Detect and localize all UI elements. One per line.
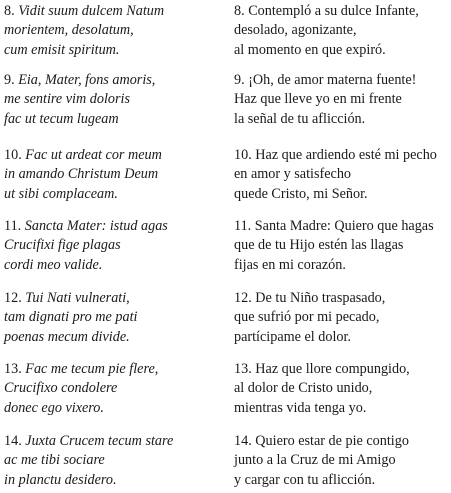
- spanish-verse-line: [234, 71, 451, 90]
- latin-verse-line: [4, 451, 226, 470]
- spanish-verse-text: al momento en que expiró.: [234, 41, 386, 58]
- spanish-verse-text: partícipame el dolor.: [234, 328, 352, 345]
- spanish-verse-text: fijas en mi corazón.: [234, 256, 346, 273]
- spanish-verse-text: Haz que lleve yo en mi frente: [234, 91, 402, 108]
- spanish-verse-text: y cargar con tu aflicción.: [234, 471, 376, 488]
- spanish-stanza-number: 10.: [234, 147, 252, 163]
- spanish-stanza: [234, 71, 451, 129]
- spanish-verse-text: desolado, agonizante,: [234, 22, 357, 39]
- latin-verse-line: [4, 2, 226, 21]
- latin-verse-text: Tui Nati vulnerati,: [25, 290, 130, 306]
- spanish-verse-line: [234, 328, 451, 347]
- spanish-verse-text: al dolor de Cristo unido,: [234, 380, 373, 397]
- latin-verse-text: Vidit suum dulcem Natum: [18, 3, 165, 19]
- latin-verse-text: morientem, desolatum,: [4, 22, 134, 39]
- spanish-verse-line: [234, 236, 451, 255]
- latin-verse-line: [4, 146, 226, 165]
- latin-verse-text: fac ut tecum lugeam: [4, 110, 119, 127]
- spanish-verse-line: [234, 432, 451, 451]
- latin-verse-line: [4, 471, 226, 490]
- latin-verse-text: Sancta Mater: istud agas: [24, 218, 168, 234]
- spanish-verse-line: [234, 2, 451, 21]
- spanish-verse-text: la señal de tu aflicción.: [234, 110, 366, 127]
- latin-verse-text: Crucifixi fige plagas: [4, 237, 121, 254]
- spanish-verse-text: Contempló a su dulce Infante,: [248, 3, 419, 19]
- latin-verse-text: cordi meo valide.: [4, 256, 103, 273]
- spanish-stanza-number: 13.: [234, 361, 252, 377]
- latin-verse-line: [4, 71, 226, 90]
- spanish-verse-text: que de tu Hijo estén las llagas: [234, 237, 404, 254]
- latin-stanza: [4, 360, 226, 418]
- latin-verse-line: [4, 256, 226, 275]
- latin-verse-line: [4, 328, 226, 347]
- latin-verse-line: [4, 432, 226, 451]
- latin-verse-line: [4, 110, 226, 129]
- spanish-verse-text: que sufrió por mi pecado,: [234, 309, 380, 326]
- latin-stanza-number: 10.: [4, 147, 22, 163]
- latin-stanza: [4, 432, 226, 490]
- latin-verse-text: Eia, Mater, fons amoris,: [18, 72, 156, 88]
- latin-verse-text: me sentire vim doloris: [4, 91, 130, 108]
- latin-stanza-number: 11.: [4, 218, 22, 234]
- spanish-verse-line: [234, 308, 451, 327]
- spanish-verse-text: Quiero estar de pie contigo: [255, 433, 409, 449]
- spanish-stanza: [234, 146, 451, 204]
- latin-stanza: [4, 217, 226, 275]
- latin-verse-text: ac me tibi sociare: [4, 452, 105, 469]
- latin-verse-line: [4, 185, 226, 204]
- latin-verse-line: [4, 360, 226, 379]
- spanish-verse-line: [234, 256, 451, 275]
- latin-verse-line: [4, 399, 226, 418]
- latin-verse-line: [4, 308, 226, 327]
- spanish-verse-line: [234, 451, 451, 470]
- latin-stanza-number: 14.: [4, 433, 22, 449]
- spanish-verse-text: mientras vida tenga yo.: [234, 399, 367, 416]
- spanish-verse-line: [234, 471, 451, 490]
- latin-stanza: [4, 2, 226, 60]
- latin-stanza-number: 12.: [4, 290, 22, 306]
- spanish-verse-line: [234, 217, 451, 236]
- latin-stanza: [4, 289, 226, 347]
- spanish-verse-line: [234, 21, 451, 40]
- latin-stanza-number: 8.: [4, 3, 15, 19]
- spanish-verse-text: en amor y satisfecho: [234, 166, 352, 183]
- spanish-verse-line: [234, 90, 451, 109]
- spanish-stanza: [234, 360, 451, 418]
- spanish-stanza: [234, 2, 451, 60]
- latin-verse-line: [4, 236, 226, 255]
- latin-stanza: [4, 71, 226, 129]
- spanish-verse-line: [234, 289, 451, 308]
- spanish-stanza-number: 11.: [234, 218, 252, 234]
- spanish-verse-text: Haz que llore compungido,: [255, 361, 410, 377]
- spanish-verse-line: [234, 41, 451, 60]
- latin-verse-line: [4, 165, 226, 184]
- spanish-verse-line: [234, 165, 451, 184]
- spanish-verse-text: Haz que ardiendo esté mi pecho: [255, 147, 437, 163]
- spanish-verse-text: quede Cristo, mi Señor.: [234, 185, 368, 202]
- latin-verse-line: [4, 21, 226, 40]
- latin-stanza-number: 13.: [4, 361, 22, 377]
- latin-verse-text: ut sibi complaceam.: [4, 185, 118, 202]
- latin-verse-text: in planctu desidero.: [4, 471, 117, 488]
- latin-verse-line: [4, 90, 226, 109]
- latin-verse-text: cum emisit spiritum.: [4, 41, 120, 58]
- latin-verse-text: Juxta Crucem tecum stare: [25, 433, 174, 449]
- spanish-verse-line: [234, 110, 451, 129]
- latin-verse-text: Crucifixo condolere: [4, 380, 118, 397]
- latin-stanza-number: 9.: [4, 72, 15, 88]
- latin-verse-line: [4, 41, 226, 60]
- latin-verse-text: donec ego vixero.: [4, 399, 104, 416]
- spanish-verse-line: [234, 399, 451, 418]
- spanish-stanza: [234, 289, 451, 347]
- latin-verse-text: poenas mecum divide.: [4, 328, 130, 345]
- spanish-stanza-number: 14.: [234, 433, 252, 449]
- latin-verse-text: in amando Christum Deum: [4, 166, 159, 183]
- spanish-stanza-number: 9.: [234, 72, 245, 88]
- latin-verse-line: [4, 289, 226, 308]
- spanish-verse-line: [234, 379, 451, 398]
- spanish-verse-line: [234, 185, 451, 204]
- latin-verse-line: [4, 379, 226, 398]
- latin-verse-text: Fac me tecum pie flere,: [25, 361, 159, 377]
- spanish-verse-text: De tu Niño traspasado,: [255, 290, 386, 306]
- spanish-stanza: [234, 217, 451, 275]
- spanish-stanza: [234, 432, 451, 490]
- latin-verse-text: Fac ut ardeat cor meum: [25, 147, 162, 163]
- latin-verse-text: tam dignati pro me pati: [4, 309, 138, 326]
- spanish-verse-text: Santa Madre: Quiero que hagas: [254, 218, 434, 234]
- spanish-verse-line: [234, 146, 451, 165]
- spanish-verse-line: [234, 360, 451, 379]
- latin-verse-line: [4, 217, 226, 236]
- latin-stanza: [4, 146, 226, 204]
- spanish-verse-text: junto a la Cruz de mi Amigo: [234, 452, 396, 469]
- spanish-verse-text: ¡Oh, de amor materna fuente!: [248, 72, 417, 88]
- spanish-stanza-number: 12.: [234, 290, 252, 306]
- spanish-stanza-number: 8.: [234, 3, 245, 19]
